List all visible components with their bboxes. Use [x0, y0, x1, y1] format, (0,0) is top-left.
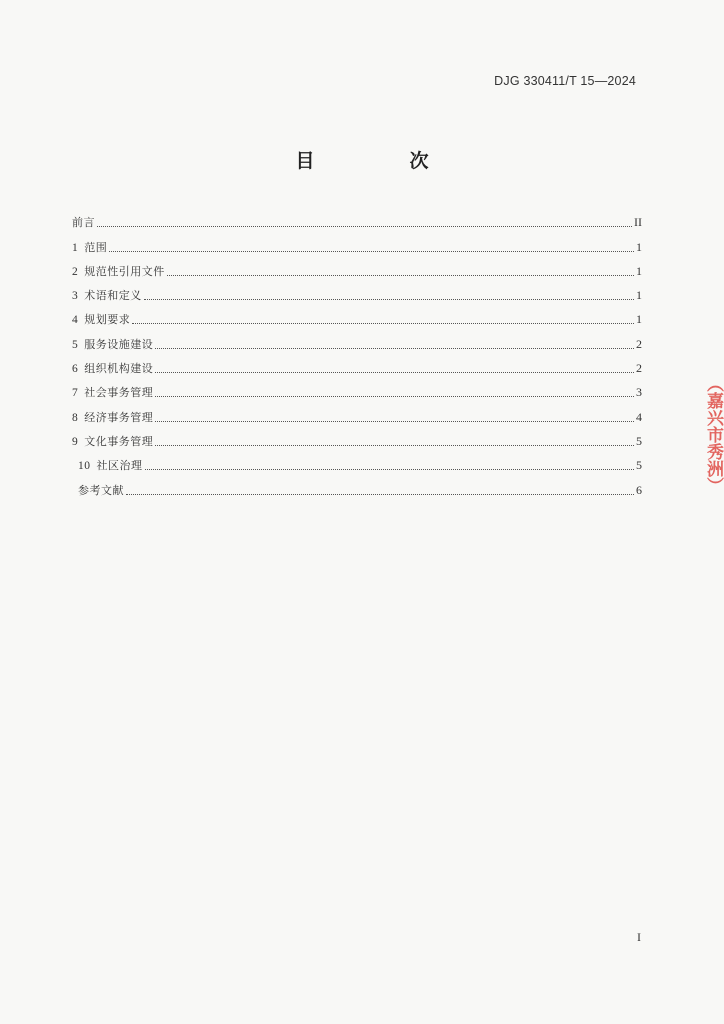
toc-entry-number: 5 [72, 338, 79, 351]
official-seal-stamp: （嘉兴市秀洲） [703, 375, 723, 494]
toc-entry-label: 4 规划要求 [72, 313, 131, 327]
toc-entry-7[interactable] [72, 376, 642, 400]
toc-entry-number: 4 [72, 314, 79, 327]
toc-entry-page: 2 [636, 336, 642, 351]
toc-entry-label: 2 规范性引用文件 [72, 264, 165, 278]
table-of-contents [72, 206, 642, 498]
toc-entry-number: 1 [72, 241, 79, 254]
toc-entry-label: 3 术语和定义 [72, 289, 142, 303]
toc-entry-page: 1 [636, 239, 642, 254]
toc-dot-leader [144, 299, 634, 300]
toc-dot-leader [155, 396, 634, 397]
toc-entry-number: 7 [72, 387, 79, 400]
toc-entry-page: 6 [636, 482, 642, 497]
toc-entry-1[interactable] [72, 230, 642, 254]
toc-entry-page: 5 [636, 458, 642, 473]
toc-dot-leader [109, 251, 634, 252]
toc-entry-4[interactable] [72, 303, 642, 327]
toc-entry-page: 2 [636, 361, 642, 376]
toc-entry-number: 3 [72, 290, 79, 303]
toc-entry-label: 前言 [72, 216, 95, 230]
toc-entry-page: 5 [636, 433, 642, 448]
toc-entry-8[interactable] [72, 400, 642, 424]
toc-entry-5[interactable] [72, 327, 642, 351]
toc-entry-label: 6 组织机构建设 [72, 362, 154, 376]
toc-entry-foreword[interactable] [72, 206, 642, 230]
toc-entry-number: 2 [72, 265, 79, 278]
toc-entry-label: 10 社区治理 [78, 459, 143, 473]
toc-dot-leader [132, 323, 634, 324]
toc-dot-leader [155, 445, 634, 446]
toc-entry-page: 1 [636, 312, 642, 327]
toc-entry-page: 1 [636, 263, 642, 278]
toc-entry-6[interactable] [72, 352, 642, 376]
toc-dot-leader [167, 275, 634, 276]
toc-entry-9[interactable] [72, 425, 642, 449]
toc-dot-leader [155, 348, 634, 349]
toc-entry-page: 1 [636, 288, 642, 303]
toc-dot-leader [155, 372, 634, 373]
toc-entry-number: 8 [72, 411, 79, 424]
toc-entry-label: 5 服务设施建设 [72, 337, 154, 351]
toc-entry-references[interactable] [72, 473, 642, 497]
toc-dot-leader [145, 469, 635, 470]
toc-entry-page: 4 [636, 409, 642, 424]
toc-entry-label: 7 社会事务管理 [72, 386, 154, 400]
page-number: I [637, 930, 641, 944]
toc-entry-page: 3 [636, 385, 642, 400]
page-title: 目 次 [295, 150, 467, 172]
toc-entry-2[interactable] [72, 255, 642, 279]
toc-entry-number: 10 [78, 460, 91, 473]
toc-entry-number: 9 [72, 435, 79, 448]
toc-entry-label: 1 范围 [72, 240, 108, 254]
toc-entry-label: 8 经济事务管理 [72, 410, 154, 424]
toc-entry-page: II [634, 215, 642, 230]
document-code: DJG 330411/T 15—2024 [494, 74, 636, 88]
toc-dot-leader [155, 421, 634, 422]
toc-dot-leader [126, 494, 634, 495]
toc-entry-number: 6 [72, 363, 79, 376]
toc-entry-label: 参考文献 [78, 483, 124, 497]
toc-dot-leader [97, 226, 632, 227]
toc-entry-3[interactable] [72, 279, 642, 303]
toc-entry-10[interactable] [72, 449, 642, 473]
toc-entry-label: 9 文化事务管理 [72, 434, 154, 448]
